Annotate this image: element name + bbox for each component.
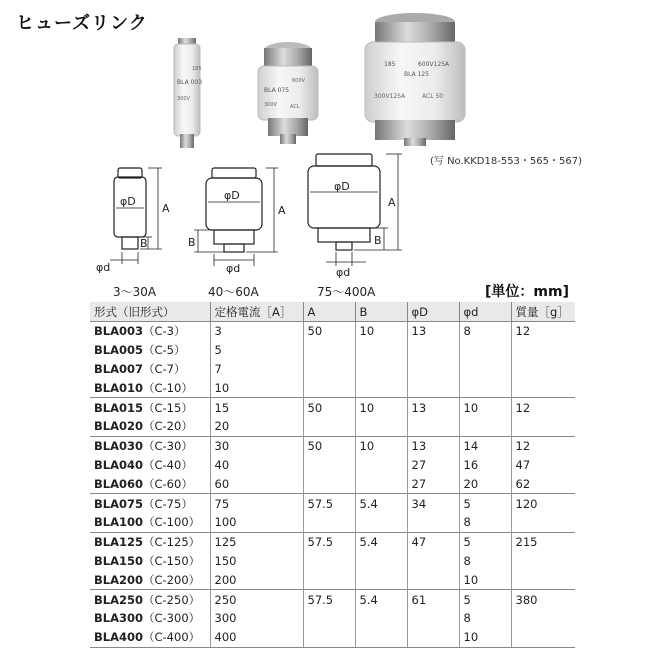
fuse-small-image — [174, 38, 202, 148]
model-name: BLA020 — [94, 419, 143, 434]
old-model-name: （C-150） — [143, 553, 201, 568]
cell-phi-big-d — [407, 513, 459, 532]
cell-a — [303, 609, 355, 628]
cell-rated-current: 75 — [210, 494, 303, 513]
cell-phi-small-d — [459, 341, 511, 360]
cell-phi-big-d — [407, 360, 459, 379]
fuse-large-marking-3: BLA 125 — [404, 71, 430, 78]
cell-b — [355, 552, 407, 571]
model-name: BLA005 — [94, 343, 143, 358]
cell-b — [355, 609, 407, 628]
cell-mass: 120 — [511, 494, 575, 513]
cell-model — [90, 513, 210, 532]
cell-rated-current: 40 — [210, 456, 303, 475]
drawing-1-b-label: B — [140, 237, 148, 250]
cell-mass — [511, 609, 575, 628]
old-model-name: （C-30） — [143, 439, 193, 454]
cell-mass — [511, 513, 575, 532]
cell-rated-current: 400 — [210, 628, 303, 647]
drawing-3-b-label: B — [374, 234, 382, 247]
cell-a — [303, 378, 355, 397]
cell-phi-big-d — [407, 341, 459, 360]
model-name: BLA060 — [94, 476, 143, 491]
cell-rated-current: 250 — [210, 590, 303, 609]
model-name: BLA030 — [94, 439, 143, 454]
model-name: BLA007 — [94, 361, 143, 376]
table-row — [90, 494, 575, 513]
fuse-large-image — [365, 13, 465, 146]
cell-phi-small-d: 8 — [459, 609, 511, 628]
cell-mass: 12 — [511, 398, 575, 417]
cell-phi-big-d: 61 — [407, 590, 459, 609]
drawing-2-phi-d-label: φD — [224, 189, 240, 202]
cell-phi-small-d — [459, 378, 511, 397]
cell-model — [90, 378, 210, 397]
cell-phi-big-d: 13 — [407, 322, 459, 341]
cell-a — [303, 513, 355, 532]
cell-b: 5.4 — [355, 532, 407, 551]
fuse-large-marking-2: 600V125A — [418, 61, 450, 68]
cell-phi-big-d — [407, 609, 459, 628]
cell-a: 57.5 — [303, 494, 355, 513]
drawing-2-b-label: B — [188, 236, 196, 249]
cell-mass: 62 — [511, 474, 575, 493]
cell-phi-small-d: 10 — [459, 628, 511, 647]
cell-a: 50 — [303, 398, 355, 417]
cell-rated-current: 60 — [210, 474, 303, 493]
drawing-3-small-d-label: φd — [336, 266, 351, 279]
cell-rated-current: 10 — [210, 378, 303, 397]
cell-phi-big-d — [407, 552, 459, 571]
cell-phi-big-d — [407, 417, 459, 436]
cell-b: 5.4 — [355, 494, 407, 513]
table-row — [90, 609, 575, 628]
model-name: BLA075 — [94, 496, 143, 511]
drawing-3-phi-d-label: φD — [334, 180, 350, 193]
model-name: BLA200 — [94, 572, 143, 587]
model-name: BLA300 — [94, 611, 143, 626]
old-model-name: （C-75） — [143, 496, 193, 511]
cell-rated-current: 150 — [210, 552, 303, 571]
cell-mass: 12 — [511, 436, 575, 455]
cell-model — [90, 360, 210, 379]
header-model: 形式（旧形式） — [90, 302, 210, 322]
cell-rated-current: 15 — [210, 398, 303, 417]
fuse-medium-image — [258, 42, 318, 144]
cell-phi-small-d: 10 — [459, 570, 511, 589]
cell-b — [355, 417, 407, 436]
cell-phi-big-d: 47 — [407, 532, 459, 551]
fuse-medium-marking-3: 300V — [264, 102, 277, 108]
cell-mass: 12 — [511, 322, 575, 341]
cell-phi-big-d: 27 — [407, 456, 459, 475]
cell-phi-small-d: 5 — [459, 532, 511, 551]
cell-model — [90, 609, 210, 628]
cell-rated-current: 100 — [210, 513, 303, 532]
table-row — [90, 456, 575, 475]
fuse-medium-marking-1: 600V — [292, 78, 305, 84]
cell-model — [90, 494, 210, 513]
old-model-name: （C-15） — [143, 400, 193, 415]
cell-a — [303, 474, 355, 493]
table-row — [90, 628, 575, 647]
cell-b: 10 — [355, 398, 407, 417]
cell-phi-small-d: 14 — [459, 436, 511, 455]
cell-model — [90, 322, 210, 341]
drawing-1-phi-d-label: φD — [120, 195, 136, 208]
table-row — [90, 417, 575, 436]
table-row — [90, 474, 575, 493]
fuse-photo — [160, 10, 500, 150]
table-row — [90, 322, 575, 341]
old-model-name: （C-125） — [143, 535, 201, 550]
model-name: BLA250 — [94, 592, 143, 607]
fuse-small-marking-2: BLA 003 — [177, 79, 203, 86]
photo-caption: (写 No.KKD18-553・565・567) — [430, 156, 582, 167]
old-model-name: （C-3） — [143, 324, 186, 339]
cell-b: 10 — [355, 436, 407, 455]
cell-phi-small-d: 8 — [459, 513, 511, 532]
cell-mass — [511, 360, 575, 379]
cell-phi-small-d: 8 — [459, 322, 511, 341]
header-a: A — [303, 302, 355, 322]
cell-a — [303, 456, 355, 475]
cell-model — [90, 398, 210, 417]
old-model-name: （C-5） — [143, 343, 186, 358]
cell-mass: 215 — [511, 532, 575, 551]
old-model-name: （C-10） — [143, 380, 193, 395]
table-row — [90, 378, 575, 397]
cell-phi-big-d — [407, 628, 459, 647]
cell-a — [303, 360, 355, 379]
cell-model — [90, 341, 210, 360]
cell-rated-current: 30 — [210, 436, 303, 455]
fuse-small-marking-1: 185 — [192, 66, 202, 72]
cell-rated-current: 3 — [210, 322, 303, 341]
table-row — [90, 341, 575, 360]
cell-a — [303, 570, 355, 589]
cell-a: 50 — [303, 322, 355, 341]
fuse-large-marking-5: ACL 50 — [422, 93, 444, 100]
cell-b — [355, 474, 407, 493]
cell-model — [90, 436, 210, 455]
drawing-1-range-label: 3～30A — [113, 285, 157, 299]
drawing-2-small-d-label: φd — [226, 262, 241, 275]
table-row — [90, 398, 575, 417]
cell-b — [355, 628, 407, 647]
cell-phi-small-d — [459, 417, 511, 436]
model-name: BLA100 — [94, 515, 143, 530]
model-name: BLA125 — [94, 535, 143, 550]
old-model-name: （C-200） — [143, 572, 201, 587]
cell-rated-current: 125 — [210, 532, 303, 551]
model-name: BLA400 — [94, 630, 143, 645]
cell-b — [355, 456, 407, 475]
fuse-medium-marking-2: BLA 075 — [264, 87, 290, 94]
cell-phi-big-d: 13 — [407, 436, 459, 455]
table-body — [90, 322, 575, 648]
page-title: ヒューズリンク — [16, 13, 148, 34]
fuse-medium-marking-4: ACL — [290, 104, 300, 110]
drawing-2-a-label: A — [278, 204, 286, 217]
cell-phi-big-d: 34 — [407, 494, 459, 513]
old-model-name: （C-20） — [143, 419, 193, 434]
cell-b: 10 — [355, 322, 407, 341]
old-model-name: （C-100） — [143, 515, 201, 530]
old-model-name: （C-400） — [143, 630, 201, 645]
old-model-name: （C-40） — [143, 457, 193, 472]
cell-mass: 380 — [511, 590, 575, 609]
drawing-2-range-label: 40～60A — [208, 285, 259, 299]
cell-model — [90, 532, 210, 551]
cell-mass: 47 — [511, 456, 575, 475]
cell-phi-big-d — [407, 570, 459, 589]
cell-model — [90, 552, 210, 571]
drawing-3-30a — [110, 168, 162, 264]
cell-a — [303, 341, 355, 360]
drawing-40-60a — [194, 168, 278, 266]
table-row — [90, 590, 575, 609]
drawing-3-range-label: 75～400A — [317, 285, 376, 299]
cell-b — [355, 513, 407, 532]
table-row — [90, 360, 575, 379]
cell-a: 57.5 — [303, 590, 355, 609]
cell-rated-current: 5 — [210, 341, 303, 360]
drawing-1-small-d-label: φd — [96, 261, 111, 274]
cell-phi-small-d: 5 — [459, 590, 511, 609]
cell-b — [355, 341, 407, 360]
cell-mass — [511, 341, 575, 360]
model-name: BLA150 — [94, 553, 143, 568]
header-phi-big-d: φD — [407, 302, 459, 322]
model-name: BLA010 — [94, 380, 143, 395]
cell-b — [355, 378, 407, 397]
header-mass: 質量［g］ — [511, 302, 575, 322]
table-header-row — [90, 302, 575, 322]
cell-a — [303, 628, 355, 647]
table-row — [90, 570, 575, 589]
old-model-name: （C-300） — [143, 611, 201, 626]
cell-mass — [511, 552, 575, 571]
cell-phi-small-d: 8 — [459, 552, 511, 571]
old-model-name: （C-250） — [143, 592, 201, 607]
cell-phi-small-d: 5 — [459, 494, 511, 513]
drawing-3-a-label: A — [388, 196, 396, 209]
cell-model — [90, 570, 210, 589]
cell-mass — [511, 378, 575, 397]
model-name: BLA040 — [94, 457, 143, 472]
cell-phi-big-d: 13 — [407, 398, 459, 417]
fuse-large-marking-4: 300V125A — [374, 93, 406, 100]
cell-b: 5.4 — [355, 590, 407, 609]
cell-phi-small-d — [459, 360, 511, 379]
cell-mass — [511, 417, 575, 436]
table-row — [90, 552, 575, 571]
dimension-drawings — [90, 150, 410, 280]
cell-model — [90, 456, 210, 475]
table-row — [90, 532, 575, 551]
cell-b — [355, 570, 407, 589]
header-phi-small-d: φd — [459, 302, 511, 322]
cell-mass — [511, 628, 575, 647]
cell-a — [303, 552, 355, 571]
fuse-large-marking-1: 185 — [384, 61, 396, 68]
drawing-1-a-label: A — [162, 202, 170, 215]
table-row — [90, 513, 575, 532]
drawing-75-400a — [308, 154, 402, 266]
header-rated-current: 定格電流［A］ — [210, 302, 303, 322]
cell-model — [90, 417, 210, 436]
unit-label: [単位：mm] — [485, 284, 569, 300]
header-b: B — [355, 302, 407, 322]
cell-b — [355, 360, 407, 379]
spec-table — [90, 302, 575, 648]
cell-a: 50 — [303, 436, 355, 455]
fuse-small-marking-3: 300V — [177, 96, 190, 102]
model-name: BLA015 — [94, 400, 143, 415]
old-model-name: （C-60） — [143, 476, 193, 491]
cell-mass — [511, 570, 575, 589]
cell-rated-current: 300 — [210, 609, 303, 628]
old-model-name: （C-7） — [143, 361, 186, 376]
cell-phi-big-d — [407, 378, 459, 397]
cell-phi-small-d: 10 — [459, 398, 511, 417]
cell-a — [303, 417, 355, 436]
cell-phi-small-d: 20 — [459, 474, 511, 493]
cell-a: 57.5 — [303, 532, 355, 551]
cell-rated-current: 20 — [210, 417, 303, 436]
cell-phi-small-d: 16 — [459, 456, 511, 475]
cell-phi-big-d: 27 — [407, 474, 459, 493]
cell-rated-current: 7 — [210, 360, 303, 379]
cell-rated-current: 200 — [210, 570, 303, 589]
cell-model — [90, 474, 210, 493]
table-row — [90, 436, 575, 455]
cell-model — [90, 590, 210, 609]
model-name: BLA003 — [94, 324, 143, 339]
cell-model — [90, 628, 210, 647]
